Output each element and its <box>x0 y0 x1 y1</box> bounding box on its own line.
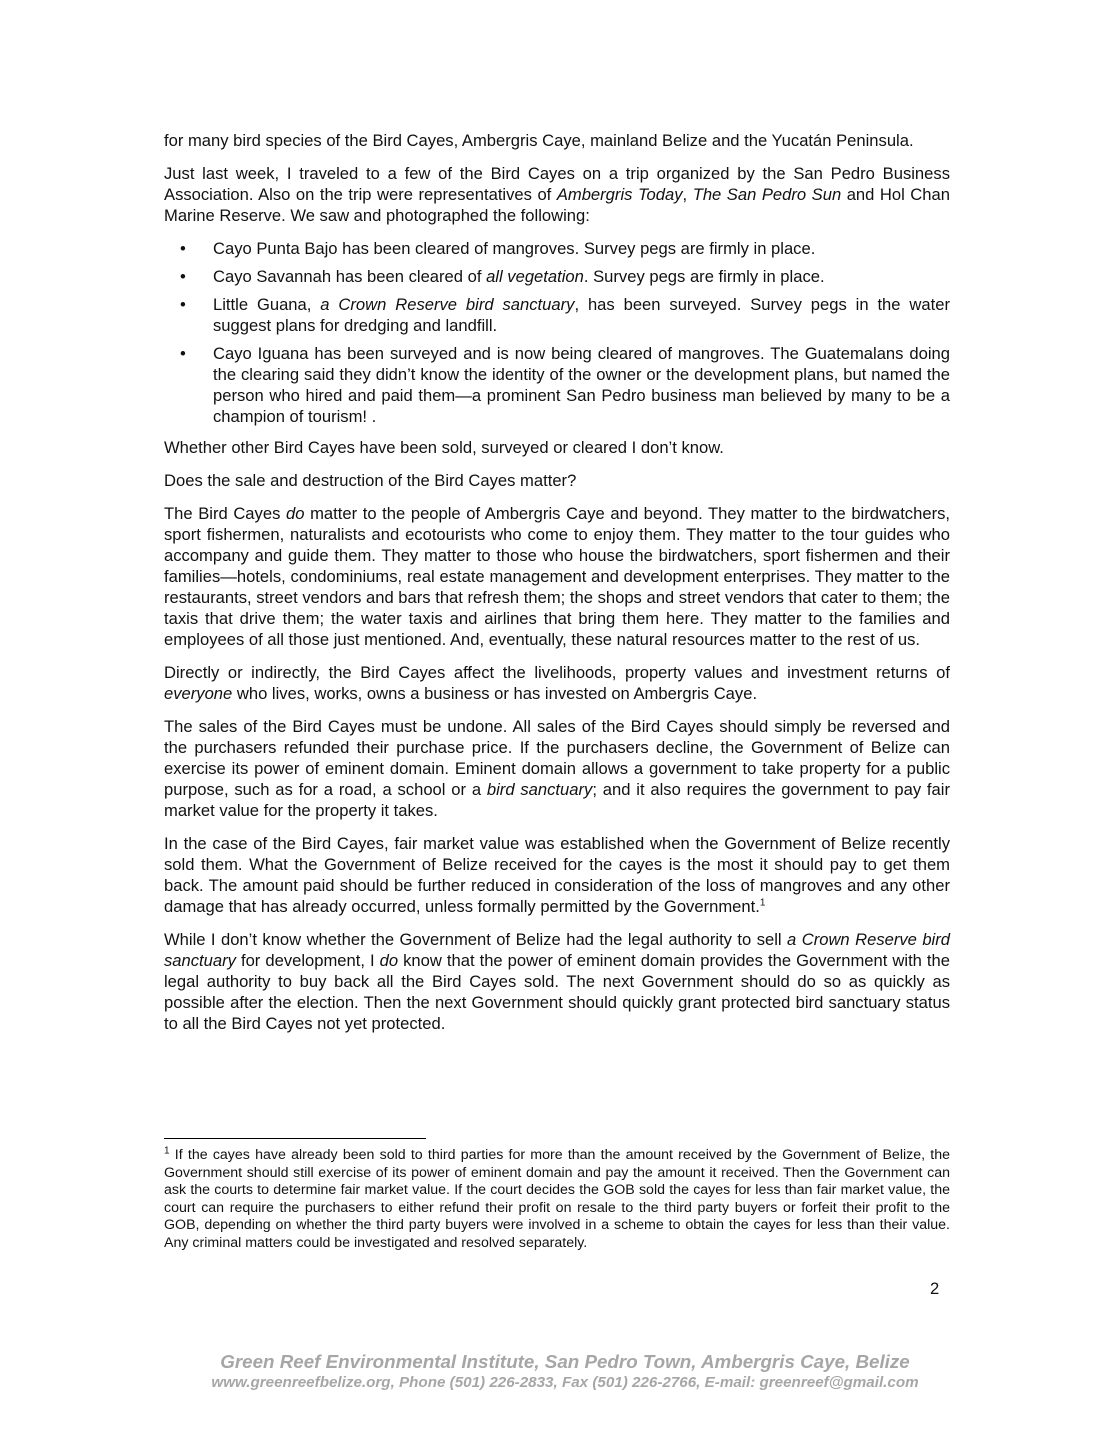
footnote <box>164 1147 950 1253</box>
observation-list <box>164 238 950 427</box>
footnote-divider <box>164 1138 426 1139</box>
paragraph-1: for many bird species of the Bird Cayes, Ambergris Caye, mainland Belize and the Yucatán Peninsula. <box>164 131 914 150</box>
footnote-marker: 1 <box>164 1145 170 1157</box>
paragraph-2: Just last week, I traveled to a few of the Bird Cayes on a trip organized by the San Pedro Business Association. Also on the trip were representatives of Ambergris Today, The San Pedro Sun and Hol Chan Marine Reserve. We saw and photographed the following: <box>164 164 950 225</box>
paragraph-4: Does the sale and destruction of the Bird Cayes matter? <box>164 471 577 490</box>
paragraph-6: Directly or indirectly, the Bird Cayes affect the livelihoods, property values and investment returns of everyone who lives, works, owns a business or has invested on Ambergris Caye. <box>164 663 950 703</box>
publication-ambergris-today: Ambergris Today <box>556 185 683 204</box>
list-item: • Cayo Punta Bajo has been cleared of mangroves. Survey pegs are firmly in place. <box>180 239 816 258</box>
paragraph-9: While I don’t know whether the Government of Belize had the legal authority to sell a Crown Reserve bird sanctuary for development, I do know that the power of eminent domain provides the Government with the legal authority to buy back all the Bird Cayes sold. The next Government should do so as quickly as possible after the election. Then the next Government should quickly grant protected bird sanctuary status to all the Bird Cayes not yet protected. <box>164 930 950 1033</box>
paragraph-8: In the case of the Bird Cayes, fair market value was established when the Government of Belize recently sold them. What the Government of Belize received for the cayes is the most it should pay to get them back. The amount paid should be further reduced in consideration of the loss of mangroves and any other damage that has already occurred, unless formally permitted by the Government.$^1$ <box>164 834 950 916</box>
document-body <box>164 130 950 1046</box>
bullet-icon: • <box>180 267 186 286</box>
footnote-reference: 1 <box>759 897 766 909</box>
publication-san-pedro-sun: The San Pedro Sun <box>692 185 842 204</box>
bullet-icon: • <box>180 239 186 258</box>
paragraph-7: The sales of the Bird Cayes must be undone. All sales of the Bird Cayes should simply be reversed and the purchasers refunded their purchase price. If the purchasers decline, the Government of Belize can exercise its power of eminent domain. Eminent domain allows a government to take property for a public purpose, such as for a road, a school or a bird sanctuary; and it also requires the government to pay fair market value for the property it takes. <box>164 717 950 820</box>
page-footer <box>140 1351 990 1393</box>
page-number: 2 <box>930 1279 940 1298</box>
footer-contact: www.greenreefbelize.org, Phone (501) 226-2833, Fax (501) 226-2766, E-mail: greenreef@gmail.com <box>211 1374 919 1391</box>
bullet-icon: • <box>180 295 186 314</box>
bullet-icon: • <box>180 344 186 363</box>
paragraph-5: The Bird Cayes do matter to the people of Ambergris Caye and beyond. They matter to the birdwatchers, sport fishermen, naturalists and ecotourists who come to enjoy them. They matter to the tour guides who accompany and guide them. They matter to those who house the birdwatchers, sport fishermen and their families—hotels, condominiums, real estate management and development enterprises. They matter to the restaurants, street vendors and bars that refresh them; the shops and street vendors that cater to them; the taxis that drive them; the water taxis and airlines that bring them here. They matter to the families and employees of all those just mentioned. And, eventually, these natural resources matter to the rest of us. <box>164 504 950 649</box>
list-item: • Little Guana, a Crown Reserve bird sanctuary, has been surveyed. Survey pegs in the water suggest plans for dredging and landfill. <box>180 295 950 335</box>
footnote-text: If the cayes have already been sold to third parties for more than the amount received by the Government of Belize, the Government should still exercise of its power of eminent domain and pay the amount it received. Then the Government can ask the courts to determine fair market value. If the court decides the GOB sold the cayes for less than fair market value, the court can require the purchasers to either refund their profit on resale to the third party buyers or forfeit their profit to the GOB, depending on whether the third party buyers were involved in a scheme to obtain the cayes for less than their value. Any criminal matters could be investigated and resolved separately. <box>164 1147 950 1251</box>
list-item: • Cayo Iguana has been surveyed and is now being cleared of mangroves. The Guatemalans doing the clearing said they didn’t know the identity of the owner or the development plans, but named the person who hired and paid them—a prominent San Pedro business man believed by many to be a champion of tourism! . <box>180 344 950 426</box>
list-item: • Cayo Savannah has been cleared of all vegetation. Survey pegs are firmly in place. <box>180 267 825 286</box>
paragraph-3: Whether other Bird Cayes have been sold, surveyed or cleared I don’t know. <box>164 438 724 457</box>
footer-organization: Green Reef Environmental Institute, San Pedro Town, Ambergris Caye, Belize <box>220 1351 910 1372</box>
